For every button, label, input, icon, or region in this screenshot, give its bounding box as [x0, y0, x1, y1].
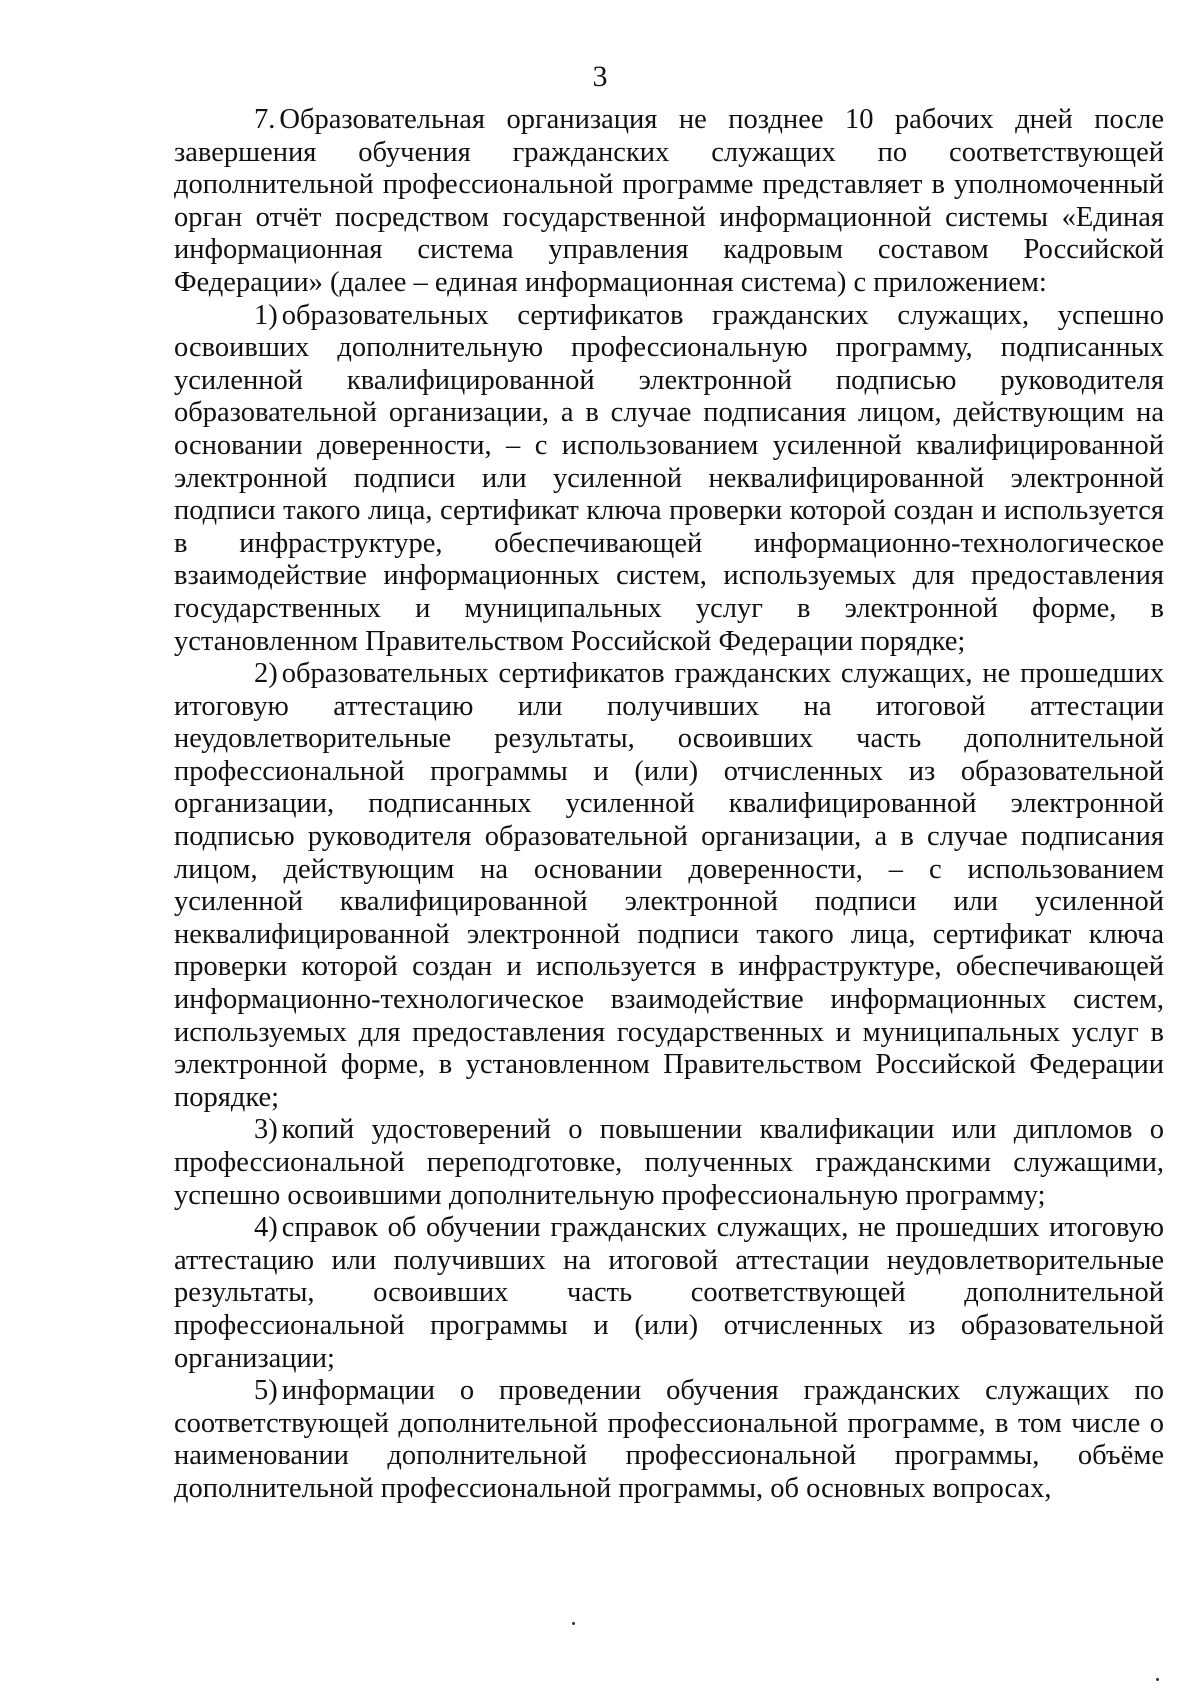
scan-speck [572, 1622, 575, 1625]
page-number: 3 [592, 60, 608, 93]
list-item-text: образовательных сертификатов гражданских служащих, успешно освоивших дополнительную профессиональную программу, подписанных усиленной квалифицированной электронной подписью руководителя образовательной организации, а в случае подписания лицом, действующим на основании доверенности, – с использованием усиленной квалифицированной электронной подписи или усиленной неквалифицированной электронной подписи такого лица, сертификат ключа проверки которой создан и используется в инфраструктуре, обеспечивающей информационно-технологическое взаимодействие информационных систем, используемых для предоставления государственных и муниципальных услуг в электронной форме, в установленном Правительством Российской Федерации порядке; [174, 299, 1164, 657]
list-item-text: информации о проведении обучения гражданских служащих по соответствующей дополнительной профессиональной программе, в том числе о наименовании дополнительной профессиональной программы, объёме дополнительной профессиональной программы, об основных вопросах, [174, 1375, 1164, 1504]
list-item-2 [174, 658, 1164, 1114]
list-item-number: 3) [254, 1114, 278, 1146]
list-item-number: 4) [254, 1212, 278, 1244]
list-item-3 [174, 1114, 1164, 1212]
list-item-text: справок об обучении гражданских служащих, не прошедших итоговую аттестацию или получивших на итоговой аттестации неудовлетворительные результаты, освоивших часть соответствующей дополнительной профессиональной программы и (или) отчисленных из образовательной организации; [174, 1212, 1164, 1374]
paragraph-7 [174, 104, 1164, 300]
list-item-number: 2) [254, 658, 278, 690]
list-item-1 [174, 300, 1164, 659]
list-item-5 [174, 1375, 1164, 1505]
list-item-number: 5) [254, 1375, 278, 1407]
list-item-4 [174, 1212, 1164, 1375]
scan-speck [1156, 1678, 1159, 1681]
document-body [174, 104, 1164, 1506]
paragraph-number: 7. [254, 104, 276, 135]
paragraph-text: Образовательная организация не позднее 10 рабочих дней после завершения обучения гражданских служащих по соответствующей дополнительной профессиональной программе представляет в уполномоченный орган отчёт посредством государственной информационной системы «Единая информационная система управления кадровым составом Российской Федерации» (далее – единая информационная система) с приложением: [174, 104, 1164, 298]
list-item-text: копий удостоверений о повышении квалификации или дипломов о профессиональной переподготовке, полученных гражданскими служащими, успешно освоившими дополнительную профессиональную программу; [174, 1114, 1164, 1211]
list-item-number: 1) [254, 299, 278, 331]
list-item-text: образовательных сертификатов гражданских служащих, не прошедших итоговую аттестацию или получивших на итоговой аттестации неудовлетворительные результаты, освоивших часть дополнительной профессиональной программы и (или) отчисленных из образовательной организации, подписанных усиленной квалифицированной электронной подписью руководителя образовательной организации, а в случае подписания лицом, действующим на основании доверенности, – с использованием усиленной квалифицированной электронной подписи или усиленной неквалифицированной электронной подписи такого лица, сертификат ключа проверки которой создан и используется в инфраструктуре, обеспечивающей информационно-технологическое взаимодействие информационных систем, используемых для предоставления государственных и муниципальных услуг в электронной форме, в установленном Правительством Российской Федерации порядке; [174, 658, 1164, 1113]
